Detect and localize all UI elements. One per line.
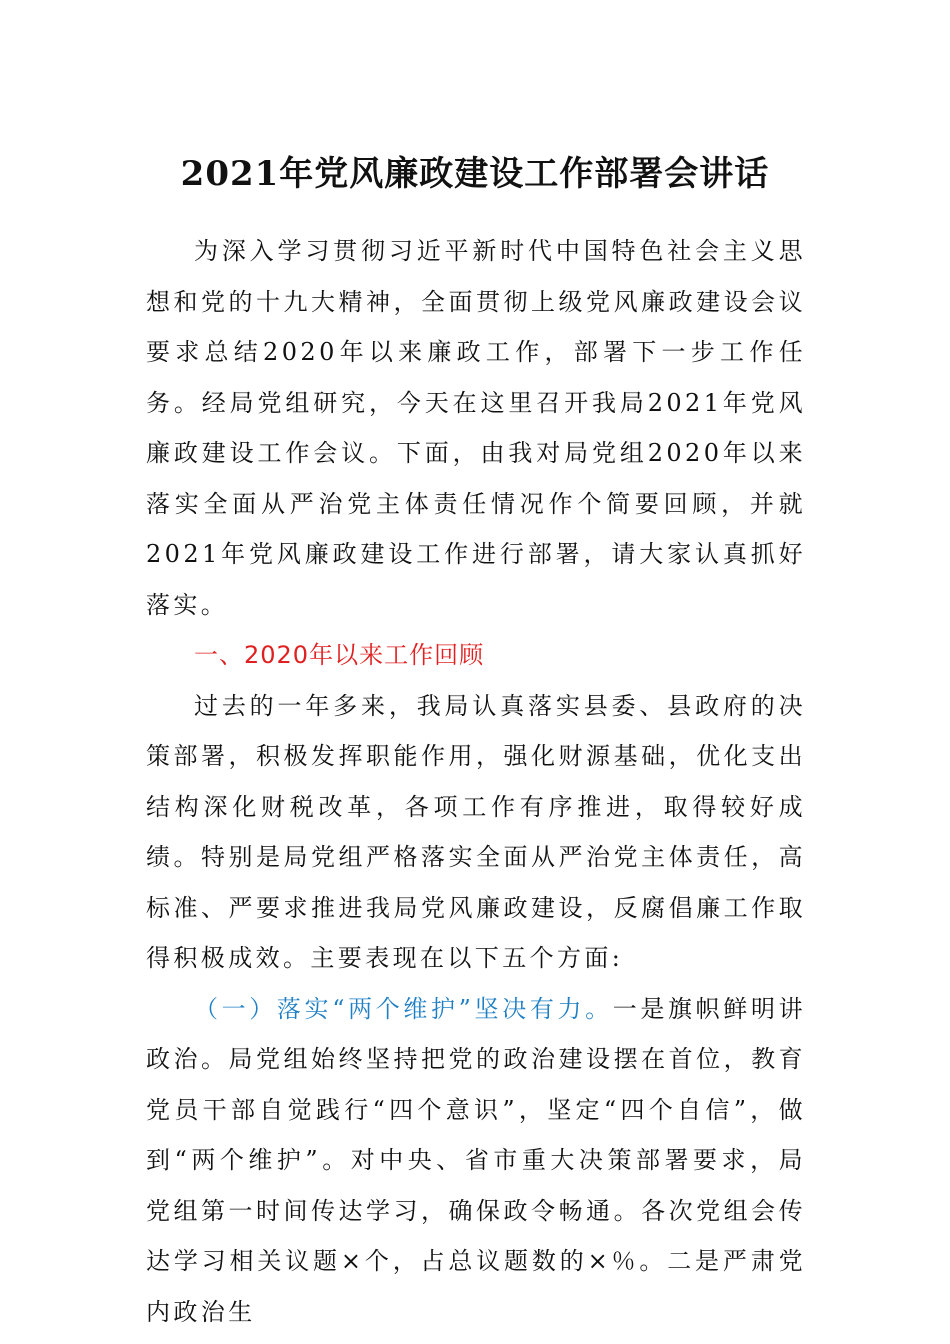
document-body — [146, 226, 806, 1337]
section-heading-review: 一、2020年以来工作回顾 — [194, 641, 485, 669]
subsection-heading: （一）落实“两个维护”坚决有力。 — [194, 994, 613, 1023]
subsection-text: 一是旗帜鲜明讲政治。局党组始终坚持把党的政治建设摆在首位，教育党员干部自觉践行“四个意识”，坚定“四个自信”，做到“两个维护”。对中央、省市重大决策部署要求，局党组第一时间传达学习，确保政令畅通。各次党组会传达学习相关议题×个，占总议题数的×％。二是严肃党内政治生 — [146, 994, 806, 1326]
document-title: 2021年党风廉政建设工作部署会讲话 — [180, 154, 770, 194]
intro-paragraph: 为深入学习贯彻习近平新时代中国特色社会主义思想和党的十九大精神，全面贯彻上级党风廉政建设会议要求总结2020年以来廉政工作，部署下一步工作任务。经局党组研究，今天在这里召开我局2021年党风廉政建设工作会议。下面，由我对局党组2020年以来落实全面从严治党主体责任情况作个简要回顾，并就2021年党风廉政建设工作进行部署，请大家认真抓好落实。 — [146, 237, 806, 619]
review-paragraph: 过去的一年多来，我局认真落实县委、县政府的决策部署，积极发挥职能作用，强化财源基础，优化支出结构深化财税改革，各项工作有序推进，取得较好成绩。特别是局党组严格落实全面从严治党主体责任，高标准、严要求推进我局党风廉政建设，反腐倡廉工作取得积极成效。主要表现在以下五个方面: — [146, 691, 806, 972]
subsection-paragraph — [146, 984, 806, 1338]
